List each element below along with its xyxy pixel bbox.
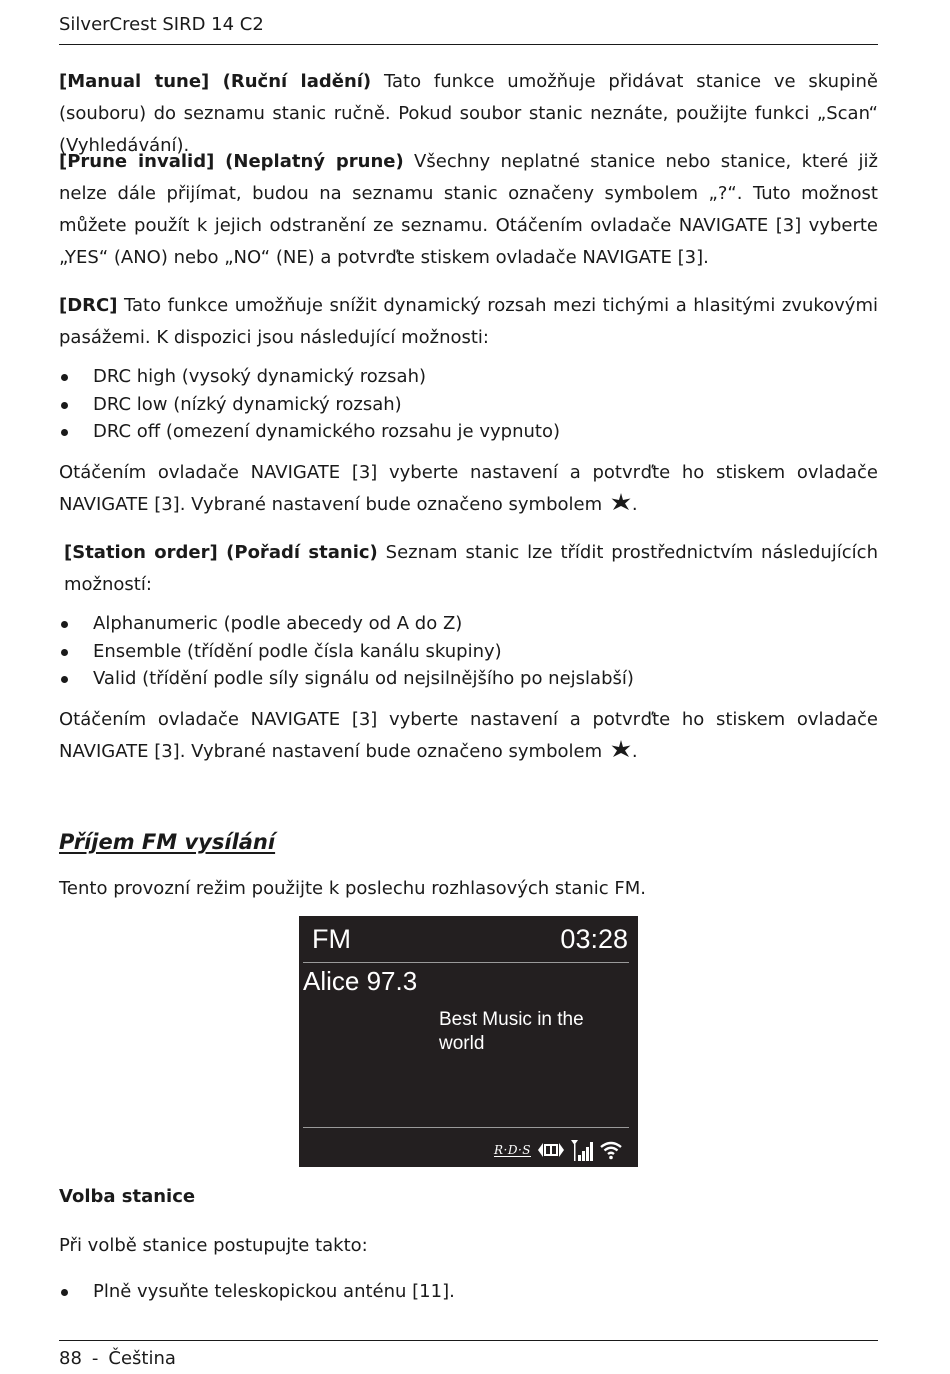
rds-icon: R·D·S — [494, 1142, 532, 1157]
station-select-intro: Při volbě stanice postupujte takto: — [59, 1235, 368, 1256]
drc-confirm-end: . — [631, 494, 638, 515]
order-confirm-paragraph — [59, 704, 878, 768]
station-order-paragraph — [59, 537, 878, 601]
order-confirm-end: . — [631, 741, 638, 762]
display-mode: FM — [312, 924, 351, 954]
manual-tune-text: Tato funkce umožňuje přidávat stanice ve skupině (souboru) do seznamu stanic ručně. Pokud soubor stanic neznáte, použijte funkci „Scan“ (Vyhledávání). — [59, 71, 878, 156]
list-item: DRC low (nízký dynamický rozsah) — [59, 391, 878, 419]
station-order-term: [Station order] (Pořadí stanic) — [64, 542, 378, 563]
list-item: Plně vysuňte teleskopickou anténu [11]. — [59, 1278, 878, 1306]
fm-intro: Tento provozní režim použijte k poslechu rozhlasových stanic FM. — [59, 878, 647, 899]
drc-text: Tato funkce umožňuje snížit dynamický rozsah mezi tichými a hlasitými zvukovými pasážemi. K dispozici jsou následující možnosti: — [59, 295, 878, 348]
display-divider — [303, 1127, 629, 1128]
display-divider — [303, 962, 629, 963]
wifi-icon — [599, 1140, 623, 1160]
stereo-icon — [537, 1141, 565, 1159]
station-select-heading: Volba stanice — [59, 1186, 196, 1207]
footer-separator: - — [91, 1348, 99, 1369]
drc-term: [DRC] — [59, 295, 118, 316]
signal-strength-icon — [570, 1139, 594, 1161]
display-radiotext: Best Music in the world — [439, 1009, 584, 1054]
drc-confirm-text: Otáčením ovladače NAVIGATE [3] vyberte nastavení a potvrďte ho stiskem ovladače NAVIGATE [3]. Vybrané nastavení bude označeno symbolem — [59, 462, 878, 515]
station-order-text: Seznam stanic lze třídit prostřednictvím následujících možností: — [64, 542, 878, 595]
drc-confirm-paragraph — [59, 457, 878, 521]
asterisk-icon — [610, 739, 632, 759]
prune-invalid-term: [Prune invalid] (Neplatný prune) — [59, 151, 404, 172]
page-footer — [59, 1340, 878, 1372]
drc-options-list — [59, 363, 878, 446]
station-select-steps — [59, 1278, 878, 1306]
list-item: Valid (třídění podle síly signálu od nejsilnějšího po nejslabší) — [59, 665, 878, 693]
display-station: Alice 97.3 — [303, 966, 418, 996]
page-number: 88 — [59, 1348, 82, 1369]
radio-display — [299, 916, 638, 1167]
order-options-list — [59, 610, 878, 693]
list-item: DRC high (vysoký dynamický rozsah) — [59, 363, 878, 391]
order-confirm-text: Otáčením ovladače NAVIGATE [3] vyberte nastavení a potvrďte ho stiskem ovladače NAVIGATE [3]. Vybrané nastavení bude označeno symbolem — [59, 709, 878, 762]
list-item: DRC off (omezení dynamického rozsahu je vypnuto) — [59, 418, 878, 446]
manual-tune-term: [Manual tune] (Ruční ladění) — [59, 71, 372, 92]
drc-paragraph — [59, 290, 878, 354]
fm-section-heading: Příjem FM vysílání — [59, 830, 276, 854]
list-item: Alphanumeric (podle abecedy od A do Z) — [59, 610, 878, 638]
prune-invalid-text: Všechny neplatné stanice nebo stanice, které již nelze dále přijímat, budou na seznamu stanic označeny symbolem „?“. Tuto možnost můžete použít k jejich odstranění ze seznamu. Otáčením ovladače NAVIGATE [3] vyberte „YES“ (ANO) nebo „NO“ (NE) a potvrďte stiskem ovladače NAVIGATE [3]. — [59, 151, 878, 268]
page-header — [59, 12, 878, 45]
list-item: Ensemble (třídění podle čísla kanálu skupiny) — [59, 638, 878, 666]
display-time: 03:28 — [560, 924, 628, 954]
footer-language: Čeština — [108, 1348, 176, 1369]
display-status-bar — [494, 1138, 628, 1162]
prune-invalid-paragraph — [59, 146, 878, 274]
asterisk-icon — [610, 492, 632, 512]
header-title: SilverCrest SIRD 14 C2 — [59, 14, 264, 35]
